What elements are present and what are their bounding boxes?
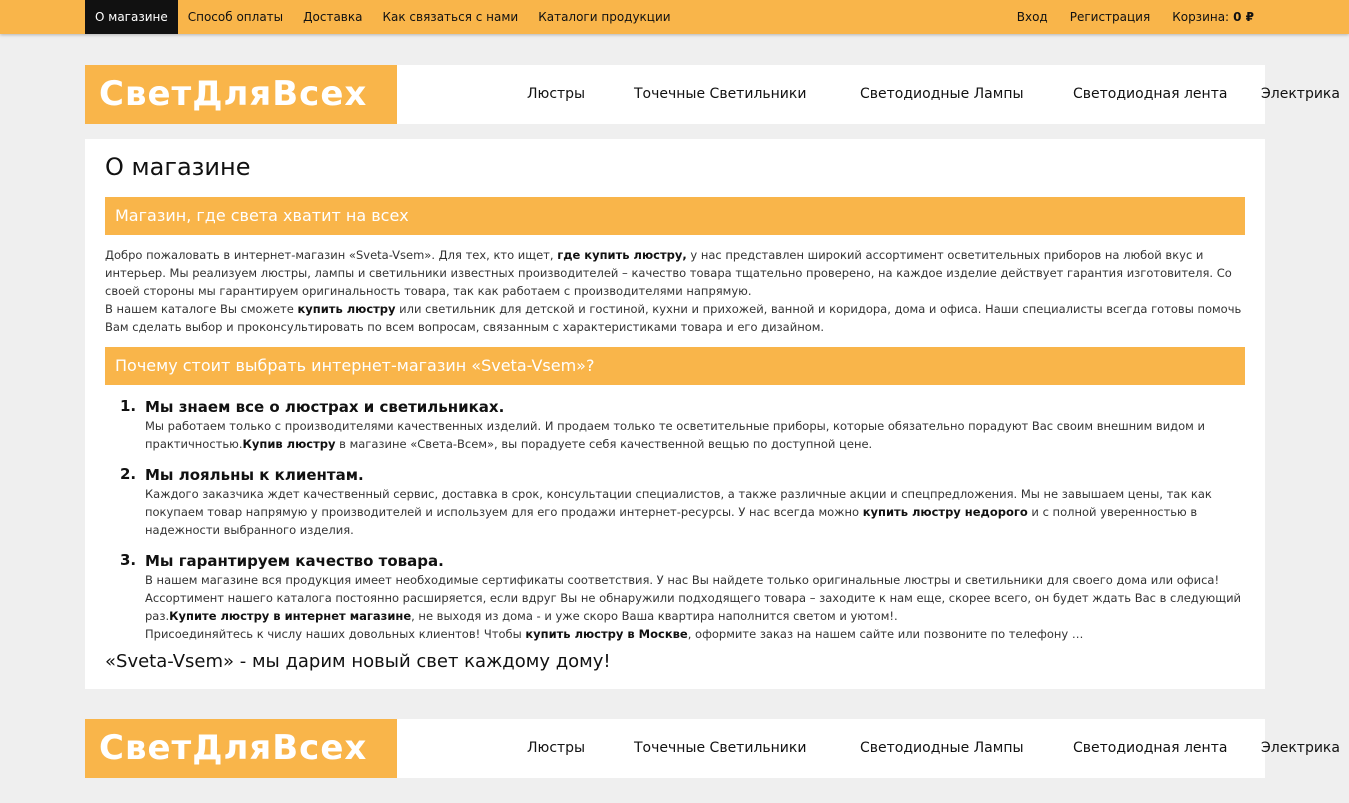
top-nav-catalogs[interactable]: Каталоги продукции: [538, 10, 671, 24]
page-title: О магазине: [105, 153, 251, 181]
category-led-strip[interactable]: Светодиодная лента: [1073, 86, 1228, 102]
reason-number: 3.: [120, 551, 137, 569]
reason-text-line-1: В нашем магазине вся продукция имеет необходимые сертификаты соответствия. У нас Вы найдете только оригинальные люстры и светильники для своего дома или офиса!: [145, 573, 1220, 587]
reason-text: Каждого заказчика ждет качественный сервис, доставка в срок, консультации специалистов, а также различные акции и спецпредложения. Мы не завышаем цены, так как покупаем товар напрямую у производителей и используем для его продажи интернет-ресурсы. У нас всегда можно купить люстру недорого и с полной уверенностью в надежности выбранного изделия.: [145, 487, 1212, 537]
reason-title: Мы лояльны к клиентам.: [145, 466, 364, 484]
category-spotlights[interactable]: Точечные Светильники: [634, 86, 807, 102]
top-nav: [85, 0, 681, 34]
category-chandeliers[interactable]: Люстры: [527, 86, 586, 102]
reason-text-line-2: Ассортимент нашего каталога постоянно расширяется, если вдруг Вы не обнаружили подходящего товара – заходите к нам еще, скорее всего, он будет ждать Вас в следующий раз.Купите люстру в интернет магазине, не выходя из дома - и уже скоро Ваша квартира наполнится светом и уютом!.: [145, 591, 1242, 623]
intro-text: [105, 246, 1245, 336]
keyword-link: где купить люстру,: [557, 248, 687, 262]
list-item: [105, 465, 1245, 539]
reason-title: Мы знаем все о люстрах и светильниках.: [145, 398, 505, 416]
top-nav-delivery[interactable]: Доставка: [303, 10, 363, 24]
section-heading-why-us: Почему стоит выбрать интернет-магазин «Sveta-Vsem»?: [105, 347, 1245, 385]
reason-text-line-3: Присоединяйтесь к числу наших довольных клиентов! Чтобы купить люстру в Москве, оформите заказ на нашем сайте или позвоните по телефону …: [145, 627, 1084, 641]
category-nav: [397, 65, 1340, 124]
cart-value: 0 ₽: [1233, 10, 1254, 24]
slogan: «Sveta-Vsem» - мы дарим новый свет каждому дому!: [105, 651, 611, 672]
footer-header: [85, 719, 1340, 778]
reason-text: Мы работаем только с производителями качественных изделий. И продаем только те осветительные приборы, которые обязательно порадуют Вас своим внешним видом и практичностью.Купив люстру в магазине «Света-Всем», вы порадуете себя качественной вещью по доступной цене.: [145, 419, 1205, 451]
reason-title: Мы гарантируем качество товара.: [145, 552, 444, 570]
top-nav-contacts[interactable]: Как связаться с нами: [382, 10, 519, 24]
section-heading-welcome: Магазин, где света хватит на всех: [105, 197, 1245, 235]
account-links: [1006, 0, 1265, 34]
reason-number: 2.: [120, 465, 137, 483]
top-nav-payment[interactable]: Способ оплаты: [187, 10, 284, 24]
footer-category-spotlights[interactable]: Точечные Светильники: [634, 740, 807, 756]
keyword-link: купить люстру: [297, 302, 396, 316]
category-led-lamps[interactable]: Светодиодные Лампы: [860, 86, 1024, 102]
reason-number: 1.: [120, 397, 137, 415]
footer-category-chandeliers[interactable]: Люстры: [527, 740, 586, 756]
main-content: [85, 139, 1265, 689]
intro-paragraph-2: В нашем каталоге Вы сможете купить люстру или светильник для детской и гостиной, кухни и прихожей, ванной и коридора, дома и офиса. Наши специалисты всегда готовы помочь Вам сделать выбор и проконсультировать по всем вопросам, связанным с характеристиками товара и его дизайном.: [105, 302, 1242, 334]
site-logo[interactable]: СветДляВсех: [85, 65, 397, 124]
footer-logo[interactable]: СветДляВсех: [85, 719, 397, 778]
category-electrics[interactable]: Электрика: [1261, 86, 1340, 102]
list-item: [105, 551, 1245, 643]
footer-category-nav: [397, 719, 1340, 778]
reasons-list: [105, 397, 1245, 643]
cart-link[interactable]: [1161, 0, 1265, 34]
top-nav-about[interactable]: О магазине: [85, 0, 178, 34]
top-bar: [0, 0, 1349, 34]
intro-paragraph-1: Добро пожаловать в интернет-магазин «Sveta-Vsem». Для тех, кто ищет, где купить люстру, у нас представлен широкий ассортимент осветительных приборов на любой вкус и интерьер. Мы реализуем люстры, лампы и светильники известных производителей – качество товара тщательно проверено, на каждое изделие действует гарантия изготовителя. Со своей стороны мы гарантируем оригинальность товара, так как работаем с производителями напрямую.: [105, 248, 1232, 298]
footer-category-electrics[interactable]: Электрика: [1261, 740, 1340, 756]
site-header: [85, 65, 1340, 124]
footer-category-led-lamps[interactable]: Светодиодные Лампы: [860, 740, 1024, 756]
login-link[interactable]: Вход: [1016, 10, 1048, 24]
cart-label: Корзина:: [1172, 10, 1230, 24]
register-link[interactable]: Регистрация: [1069, 10, 1151, 24]
footer-category-led-strip[interactable]: Светодиодная лента: [1073, 740, 1228, 756]
list-item: [105, 397, 1245, 453]
